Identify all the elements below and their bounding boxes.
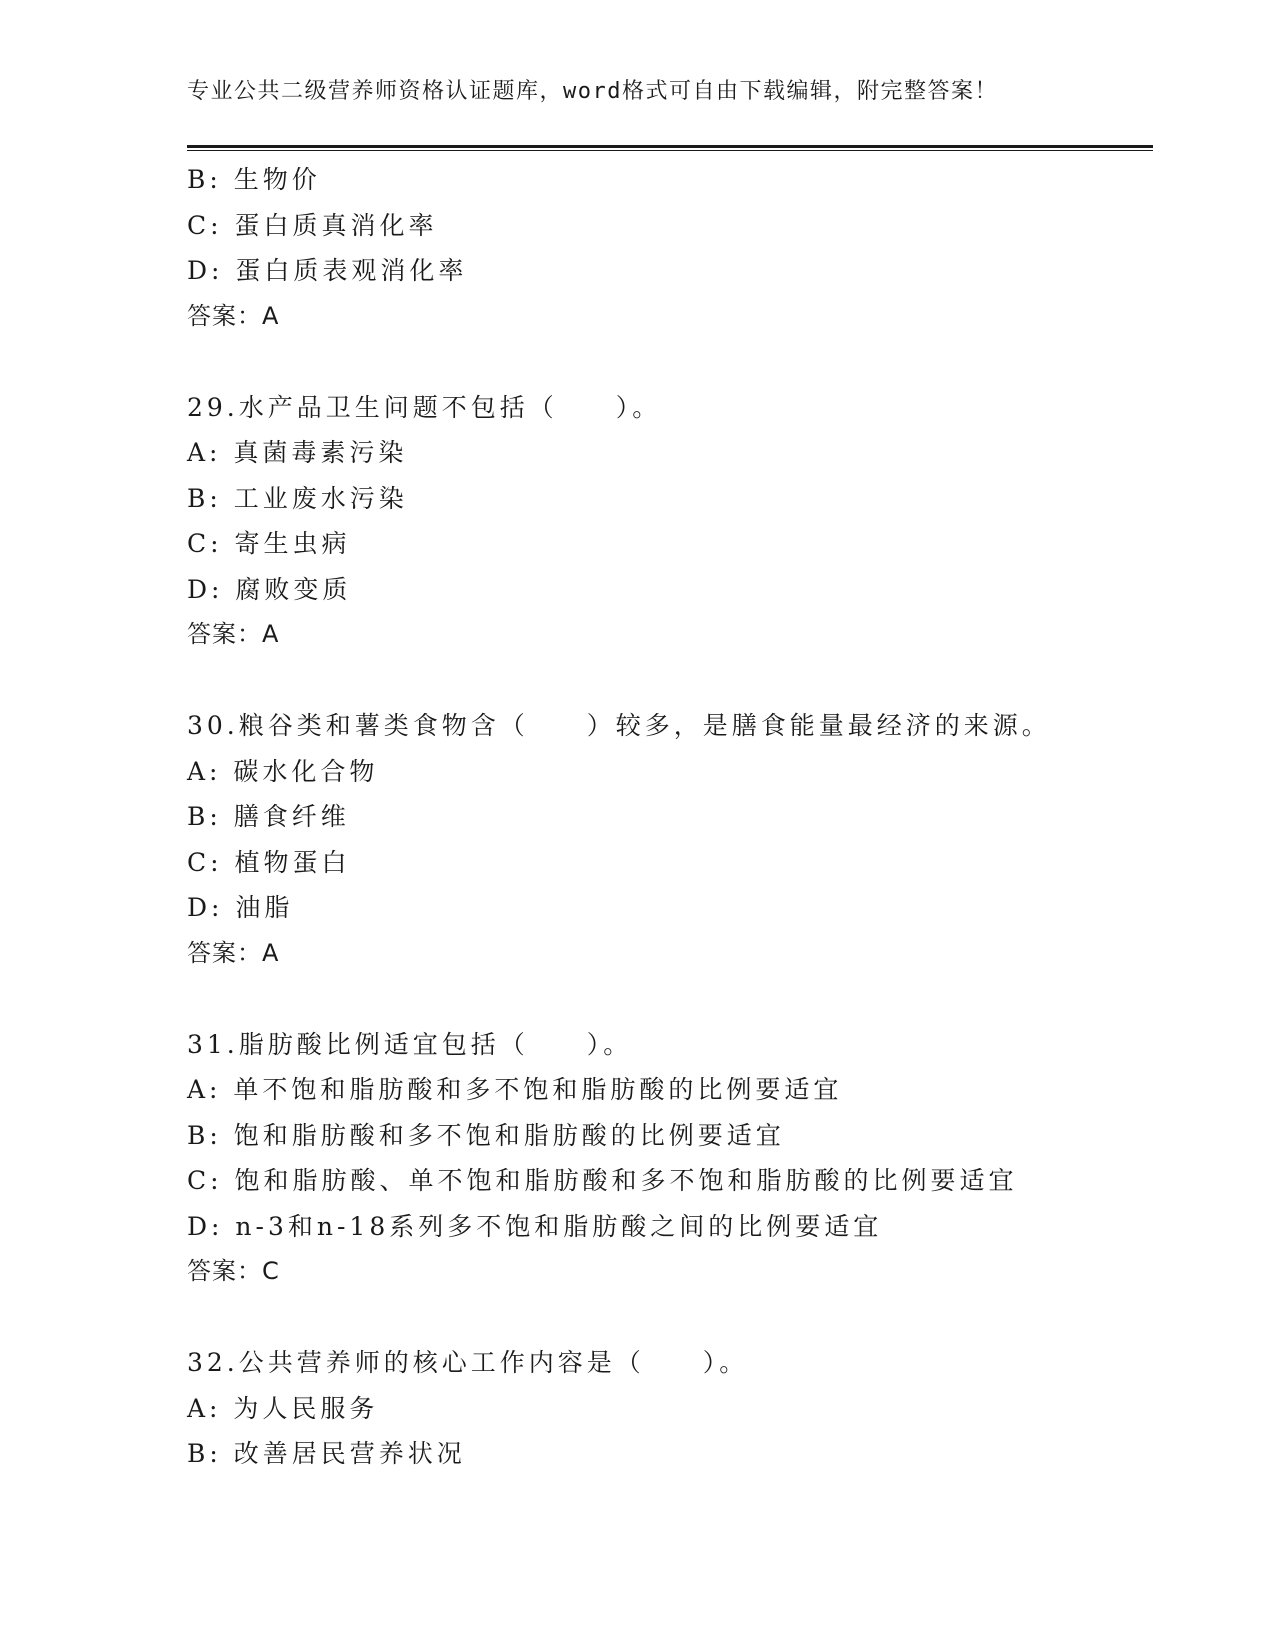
option-d: D: 油脂 [187,893,294,922]
option-b: B: 工业废水污染 [187,483,408,513]
option-d: D: 蛋白质表观消化率 [187,256,468,285]
question-stem: 29.水产品卫生问题不包括（ ）。 [187,392,662,422]
header-rule-thick [187,145,1153,148]
question-30 [187,703,1153,976]
page-header: 专业公共二级营养师资格认证题库，word格式可自由下载编辑，附完整答案！ [187,79,998,104]
question-stem: 31.脂肪酸比例适宜包括（ ）。 [187,1029,633,1059]
spacer [187,658,1153,704]
question-stem: 30.粮谷类和薯类食物含（ ）较多，是膳食能量最经济的来源。 [187,711,1051,740]
option-b: B: 饱和脂肪酸和多不饱和脂肪酸的比例要适宜 [187,1120,785,1150]
answer: 答案：C [187,1257,280,1285]
question-32 [187,1340,1153,1477]
option-a: A: 真菌毒素污染 [187,438,408,467]
option-a: A: 碳水化合物 [187,756,379,786]
option-a: A: 单不饱和脂肪酸和多不饱和脂肪酸的比例要适宜 [187,1075,843,1104]
option-c: C: 植物蛋白 [187,847,351,877]
option-d: D: n-3和n-18系列多不饱和脂肪酸之间的比例要适宜 [187,1211,883,1241]
option-b: B: 生物价 [187,165,321,194]
answer: 答案：A [187,301,280,330]
question-28-tail [187,157,1153,339]
option-b: B: 膳食纤维 [187,802,350,831]
option-d: D: 腐败变质 [187,574,352,604]
spacer [187,339,1153,385]
question-29 [187,385,1153,658]
question-content [187,157,1153,1477]
option-c: C: 寄生虫病 [187,529,351,558]
answer: 答案：A [187,620,280,648]
spacer [187,1295,1153,1341]
question-stem: 32.公共营养师的核心工作内容是（ ）。 [187,1348,749,1377]
spacer [187,976,1153,1022]
option-a: A: 为人民服务 [187,1393,379,1423]
answer: 答案：A [187,938,280,967]
question-31 [187,1022,1153,1295]
option-c: C: 饱和脂肪酸、单不饱和脂肪酸和多不饱和脂肪酸的比例要适宜 [187,1166,1018,1195]
option-c: C: 蛋白质真消化率 [187,210,438,240]
option-b: B: 改善居民营养状况 [187,1439,466,1468]
header-rule-thin [187,150,1153,151]
